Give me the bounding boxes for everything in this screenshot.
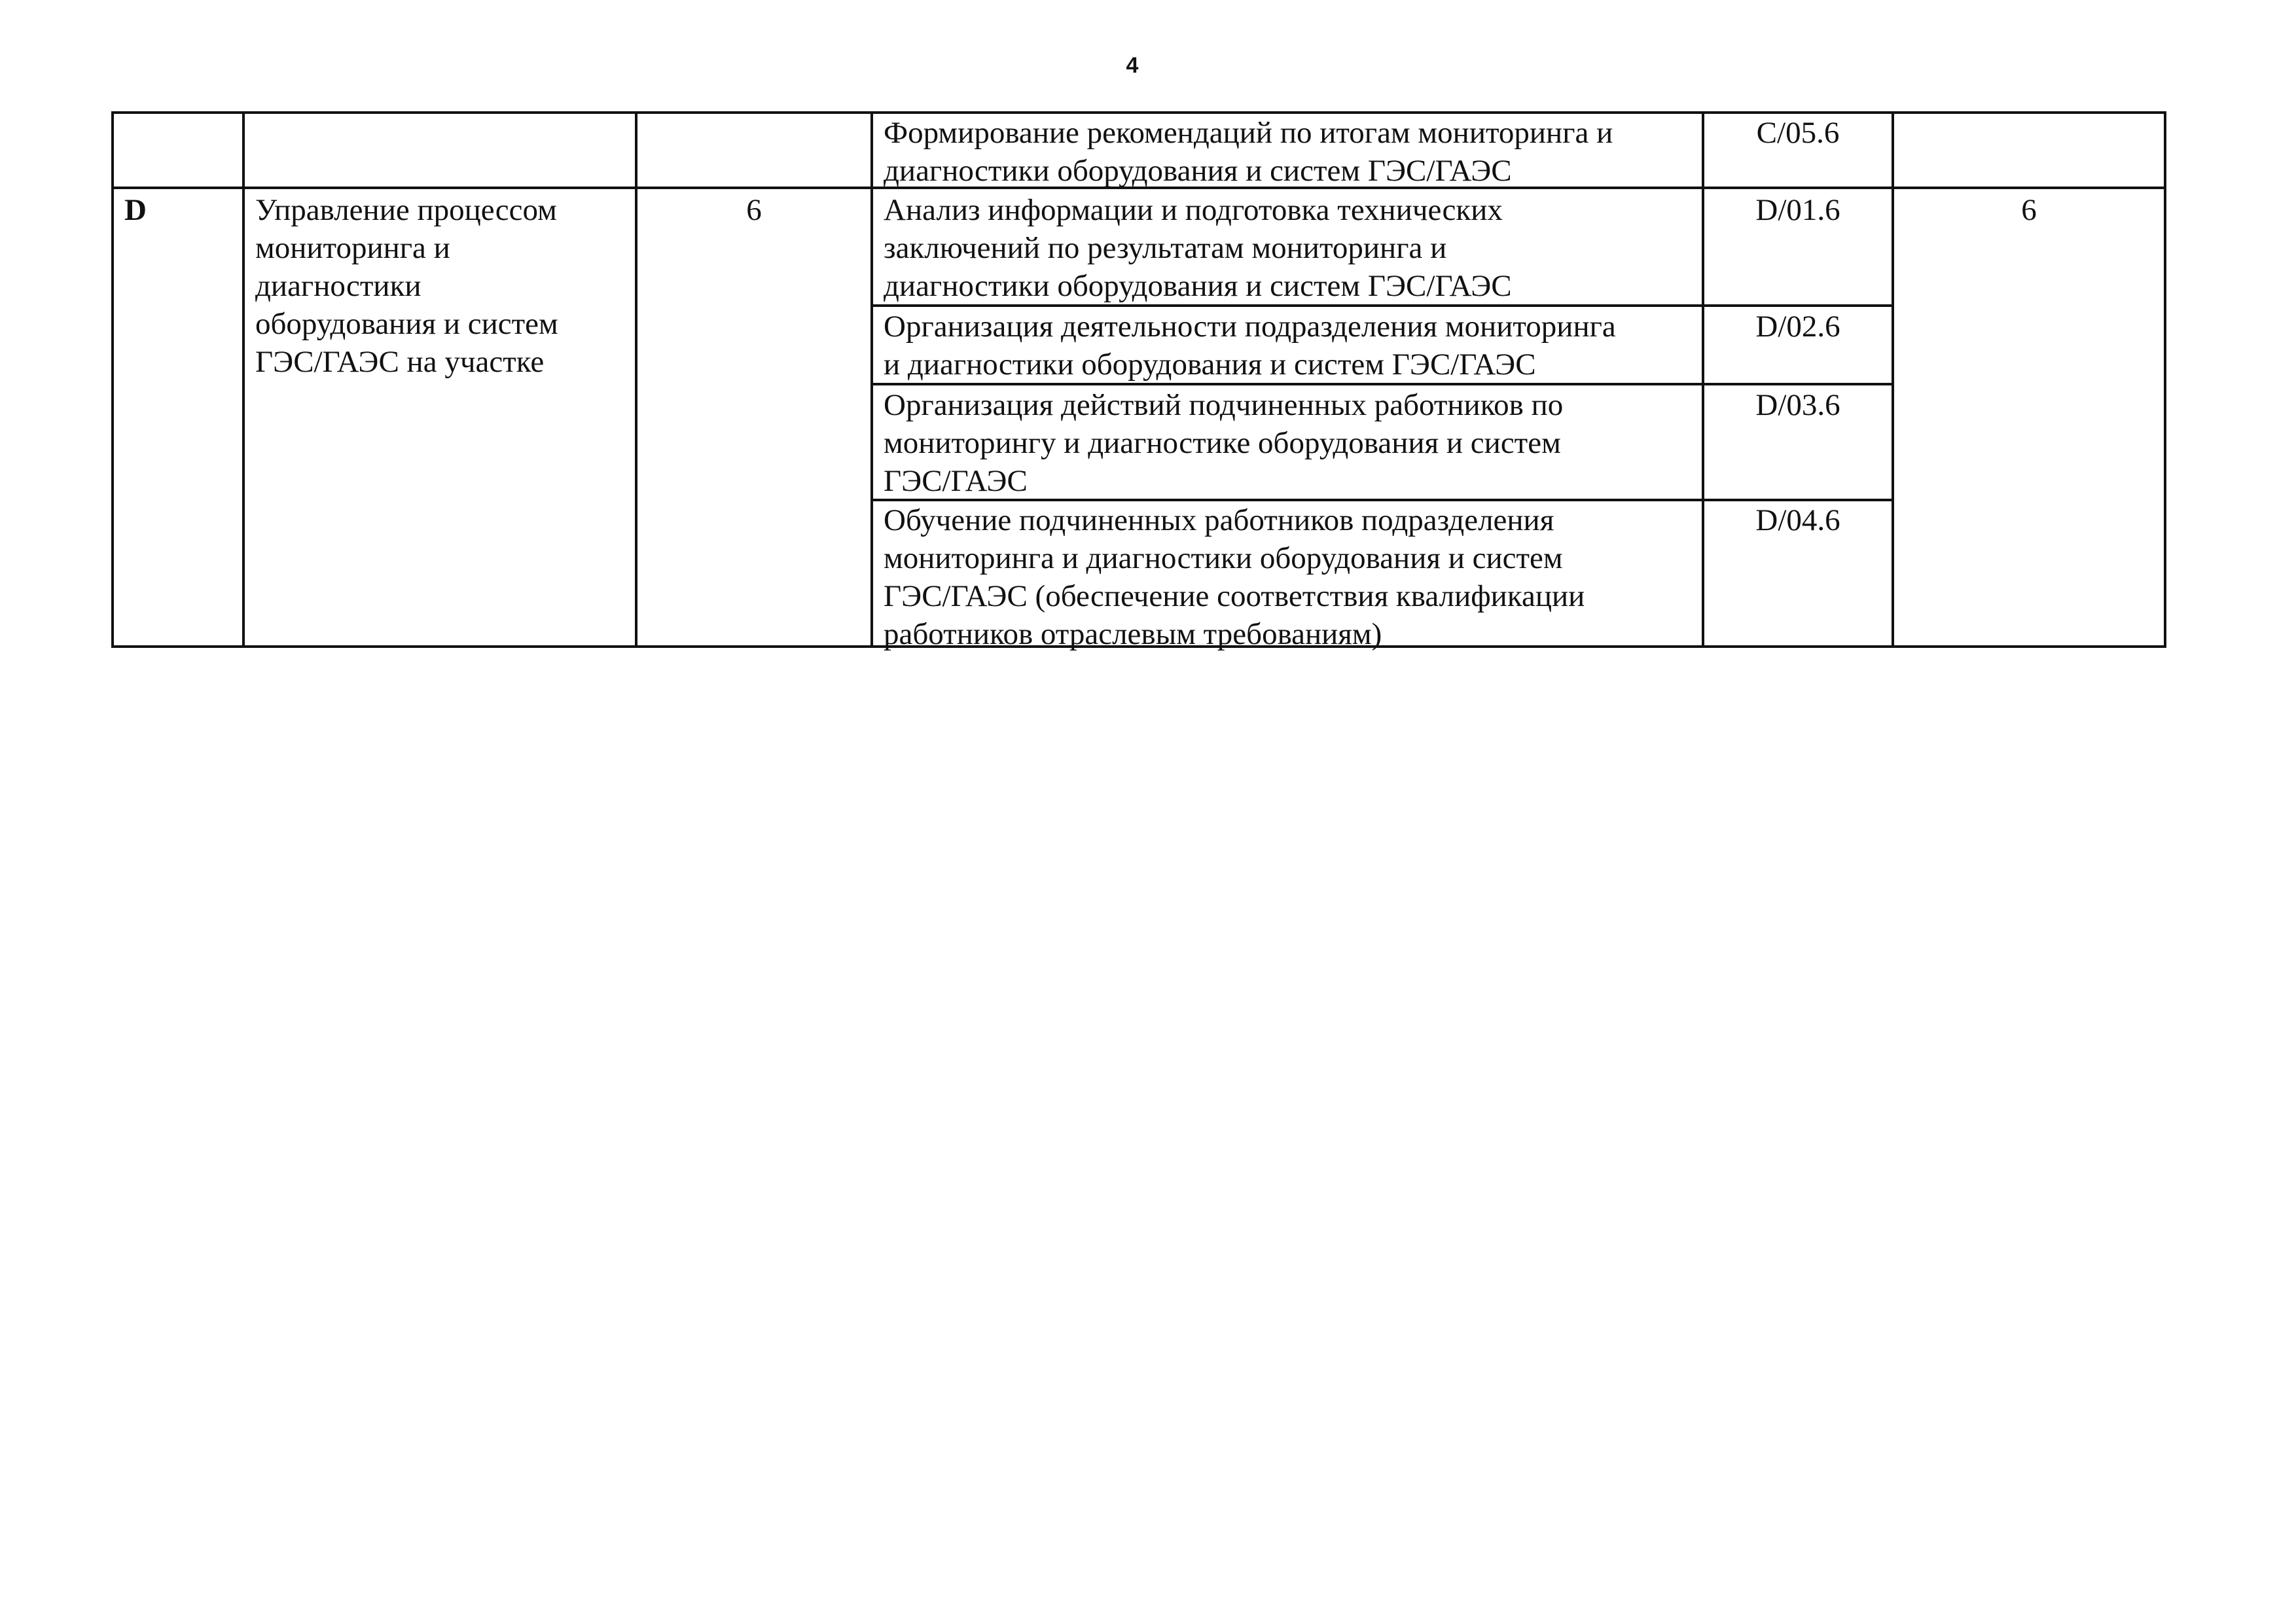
- generalized-function-name: Управление процессом мониторинга и диагностики оборудования и систем ГЭС/ГАЭС на участке: [255, 193, 558, 379]
- function-code-c05: C/05.6: [1756, 116, 1840, 150]
- function-code-d04: D/04.6: [1755, 503, 1840, 537]
- table-border-col4: [870, 111, 873, 648]
- function-title-d03: Организация действий подчиненных работников по мониторингу и диагностике оборудования и систем ГЭС/ГАЭС: [884, 388, 1564, 498]
- functions-table: [111, 111, 2166, 651]
- function-title-d02: Организация деятельности подразделения мониторинга и диагностики оборудования и систем ГЭС/ГАЭС: [884, 310, 1616, 382]
- generalized-function-code: D: [124, 193, 147, 227]
- function-code-d02: D/02.6: [1755, 310, 1840, 344]
- page-number: 4: [1126, 53, 1139, 78]
- table-border-right: [2164, 111, 2166, 648]
- table-border-col2: [242, 111, 245, 648]
- function-title-c05: Формирование рекомендаций по итогам мониторинга и диагностики оборудования и систем ГЭС/ГАЭС: [884, 116, 1613, 188]
- qualification-level: 6: [746, 193, 762, 227]
- subqualification-level: 6: [2021, 193, 2037, 227]
- table-border-left: [111, 111, 114, 648]
- function-code-d03: D/03.6: [1755, 388, 1840, 422]
- function-title-d01: Анализ информации и подготовка технических заключений по результатам мониторинга и диагностики оборудования и систем ГЭС/ГАЭС: [884, 193, 1512, 303]
- function-code-d01: D/01.6: [1755, 193, 1840, 227]
- function-title-d04: Обучение подчиненных работников подразделения мониторинга и диагностики оборудования и систем ГЭС/ГАЭС (обеспечение соответствия квалификации работников отраслевым требованиям): [884, 503, 1585, 651]
